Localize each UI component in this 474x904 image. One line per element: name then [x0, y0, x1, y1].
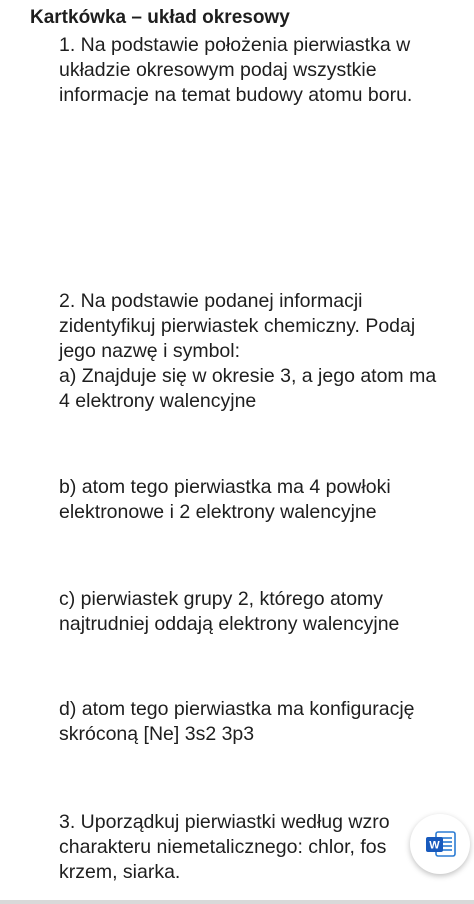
question-2-line: 2. Na podstawie podanej informacji [59, 290, 363, 312]
question-2-line: jego nazwę i symbol: [59, 340, 241, 362]
question-2 [59, 289, 436, 414]
question-2c-line: najtrudniej oddają elektrony walencyjne [59, 613, 400, 635]
question-2a-line: a) Znajduje się w okresie 3, a jego atom ma [59, 365, 437, 387]
question-2d-line: d) atom tego pierwiastka ma konfigurację [59, 698, 415, 720]
question-2d-line: skróconą [Ne] 3s2 3p3 [59, 723, 255, 745]
quiz-title: Kartkówka – układ okresowy [30, 7, 290, 28]
word-document-icon [423, 827, 457, 861]
question-3-line: krzem, siarka. [59, 861, 181, 883]
question-2a-line: 4 elektrony walencyjne [59, 390, 257, 412]
question-1-line: układzie okresowym podaj wszystkie [59, 59, 377, 81]
open-in-word-button[interactable] [410, 814, 470, 874]
word-letter: W [429, 839, 440, 852]
question-1-line: informacje na temat budowy atomu boru. [59, 84, 413, 106]
question-3-line: charakteru niemetalicznego: chlor, fos [59, 836, 387, 858]
question-1-line: 1. Na podstawie położenia pierwiastka w [59, 34, 411, 56]
question-2c [59, 587, 399, 637]
question-2b-line: b) atom tego pierwiastka ma 4 powłoki [59, 476, 391, 498]
question-2b [59, 475, 391, 525]
bottom-edge [0, 900, 474, 904]
question-2b-line: elektronowe i 2 elektrony walencyjne [59, 501, 377, 523]
question-1 [59, 33, 412, 108]
question-3-line: 3. Uporządkuj pierwiastki według wzro [59, 811, 390, 833]
question-2-line: zidentyfikuj pierwiastek chemiczny. Podaj [59, 315, 416, 337]
question-2c-line: c) pierwiastek grupy 2, którego atomy [59, 588, 384, 610]
question-2d [59, 697, 415, 747]
question-3 [59, 810, 390, 885]
